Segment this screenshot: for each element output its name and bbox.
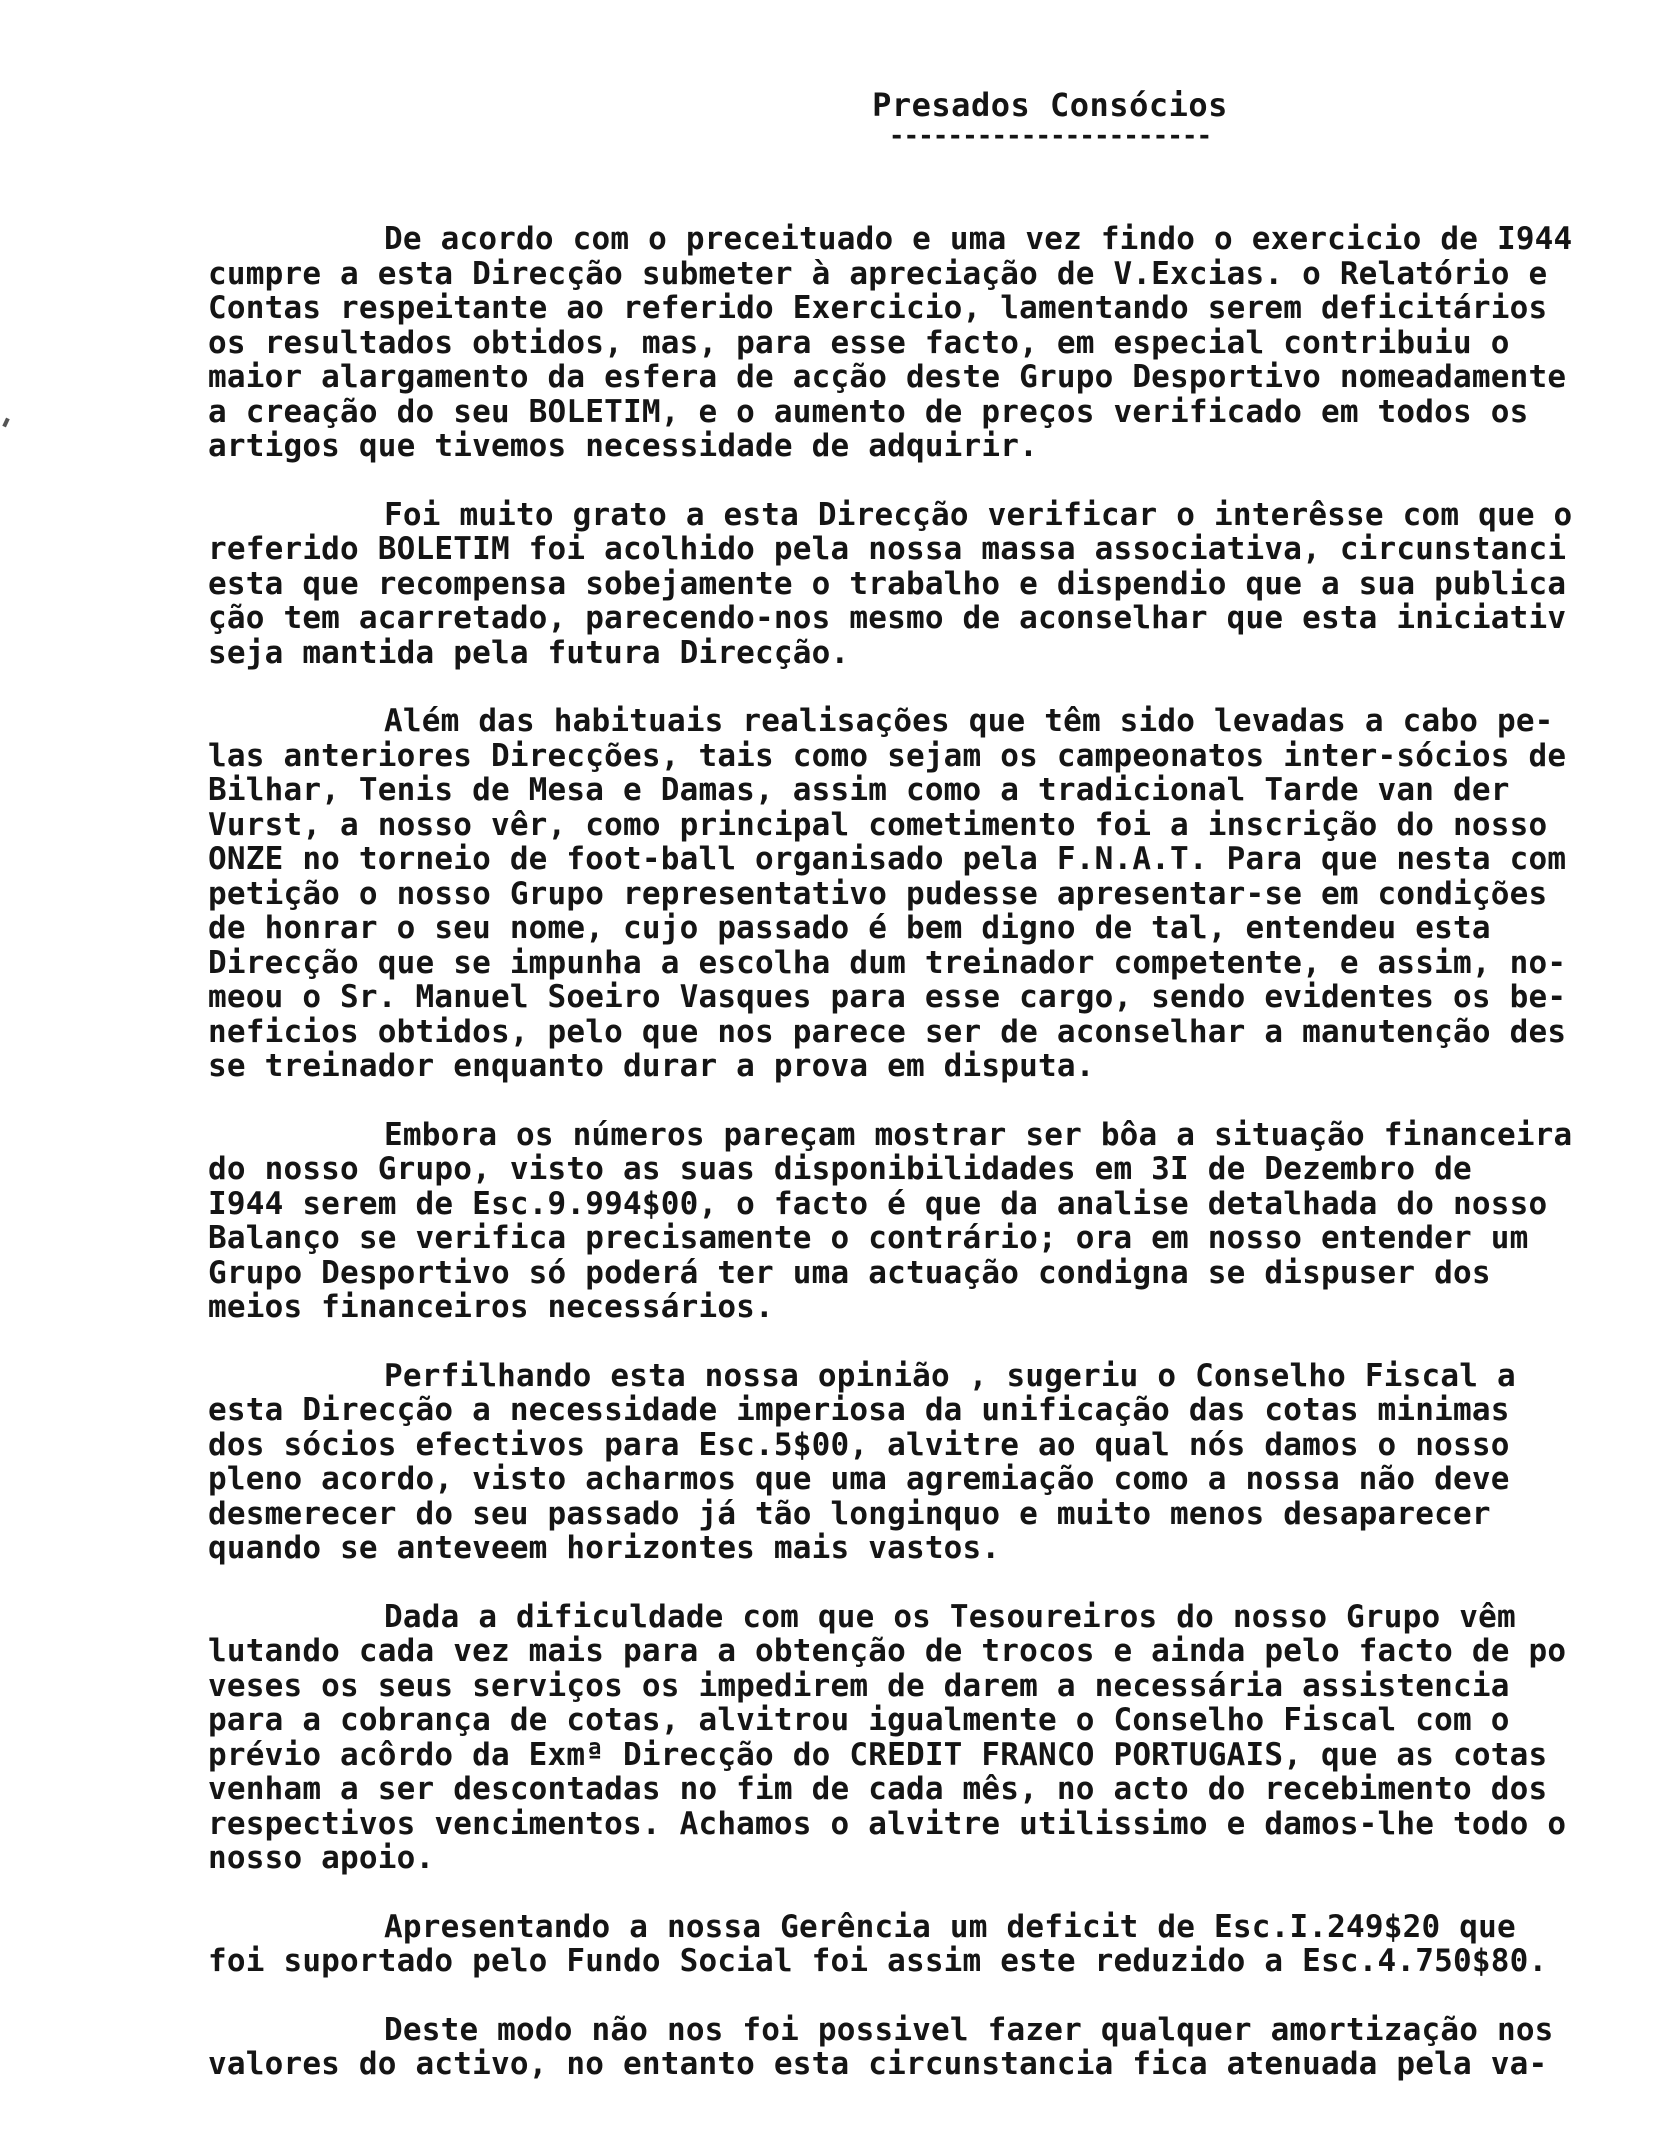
text-line: nosso apoio.: [208, 1840, 435, 1876]
paragraph: [208, 2013, 1668, 2082]
text-line: a creação do seu BOLETIM, e o aumento de preços verificado em todos os: [208, 393, 1529, 430]
text-line: Bilhar, Tenis de Mesa e Damas, assim como a tradicional Tarde van der: [208, 772, 1510, 808]
text-line: Dada a dificuldade com que os Tesoureiros do nosso Grupo vêm: [384, 1598, 1516, 1635]
text-line: dos sócios efectivos para Esc.5$00, alvitre ao qual nós damos o nosso: [208, 1426, 1510, 1463]
text-line: artigos que tivemos necessidade de adquirir.: [208, 428, 1038, 464]
document-body: [208, 222, 1668, 2116]
text-line: meou o Sr. Manuel Soeiro Vasques para esse cargo, sendo evidentes os be-: [208, 979, 1567, 1015]
text-line: foi suportado pelo Fundo Social foi assim este reduzido a Esc.4.750$80.: [208, 1943, 1548, 1979]
text-line: referido BOLETIM foi acolhido pela nossa massa associativa, circunstanci: [208, 531, 1567, 567]
paragraph: [208, 1118, 1668, 1325]
text-line: veses os seus serviços os impedirem de darem a necessária assistencia: [208, 1667, 1510, 1704]
text-line: lutando cada vez mais para a obtenção de trocos e ainda pelo facto de po: [208, 1633, 1567, 1669]
text-line: venham a ser descontadas no fim de cada mês, no acto do recebimento dos: [208, 1771, 1548, 1807]
text-line: Vurst, a nosso vêr, como principal cometimento foi a inscrição do nosso: [208, 806, 1548, 843]
text-line: do nosso Grupo, visto as suas disponibilidades em 3I de Dezembro de: [208, 1151, 1472, 1187]
text-line: Contas respeitante ao referido Exercicio, lamentando serem deficitários: [208, 290, 1548, 326]
paragraph: [208, 1359, 1668, 1566]
text-line: de honrar o seu nome, cujo passado é bem digno de tal, entendeu esta: [208, 910, 1491, 946]
text-line: Deste modo não nos foi possivel fazer qualquer amortização nos: [384, 2011, 1554, 2048]
text-line: Direcção que se impunha a escolha dum treinador competente, e assim, no-: [208, 944, 1567, 981]
text-line: I944 serem de Esc.9.994$00, o facto é que da analise detalhada do nosso: [208, 1185, 1548, 1222]
text-line: se treinador enquanto durar a prova em disputa.: [208, 1048, 1095, 1084]
text-line: esta Direcção a necessidade imperiosa da unificação das cotas minimas: [208, 1392, 1510, 1428]
paragraph: [208, 1910, 1668, 1979]
text-line: maior alargamento da esfera de acção deste Grupo Desportivo nomeadamente: [208, 359, 1567, 395]
text-line: desmerecer do seu passado já tão longinquo e muito menos desaparecer: [208, 1495, 1491, 1532]
title-underline: ----------------------: [888, 128, 1212, 144]
text-line: Apresentando a nossa Gerência um deficit de Esc.I.249$20 que: [384, 1908, 1516, 1945]
paragraph: [208, 222, 1668, 464]
text-line: neficios obtidos, pelo que nos parece ser de aconselhar a manutenção des: [208, 1013, 1567, 1050]
text-line: respectivos vencimentos. Achamos o alvitre utilissimo e damos-lhe todo o: [208, 1805, 1567, 1842]
text-line: las anteriores Direcções, tais como sejam os campeonatos inter-sócios de: [208, 737, 1567, 774]
text-line: os resultados obtidos, mas, para esse facto, em especial contribuiu o: [208, 324, 1510, 361]
text-line: esta que recompensa sobejamente o trabalho e dispendio que a sua publica: [208, 565, 1567, 602]
text-line: pleno acordo, visto acharmos que uma agremiação como a nossa não deve: [208, 1461, 1510, 1497]
text-line: Embora os números pareçam mostrar ser bôa a situação financeira: [384, 1116, 1573, 1153]
text-line: petição o nosso Grupo representativo pudesse apresentar-se em condições: [208, 875, 1548, 912]
text-line: seja mantida pela futura Direcção.: [208, 634, 850, 671]
text-line: Foi muito grato a esta Direcção verificar o interêsse com que o: [384, 496, 1573, 533]
title-block: [860, 86, 1240, 144]
text-line: Grupo Desportivo só poderá ter uma actuação condigna se dispuser dos: [208, 1254, 1491, 1291]
text-line: valores do activo, no entanto esta circunstancia fica atenuada pela va-: [208, 2046, 1548, 2082]
paragraph: [208, 1600, 1668, 1876]
text-line: quando se anteveem horizontes mais vastos.: [208, 1530, 1001, 1566]
text-line: ção tem acarretado, parecendo-nos mesmo de aconselhar que esta iniciativ: [208, 600, 1567, 636]
ink-speck: [2, 418, 9, 428]
paragraph: [208, 498, 1668, 671]
text-line: cumpre a esta Direcção submeter à apreciação de V.Excias. o Relatório e: [208, 255, 1548, 292]
text-line: De acordo com o preceituado e uma vez findo o exercicio de I944: [384, 221, 1573, 257]
text-line: meios financeiros necessários.: [208, 1289, 774, 1325]
text-line: Perfilhando esta nossa opinião , sugeriu o Conselho Fiscal a: [384, 1357, 1516, 1394]
text-line: Balanço se verifica precisamente o contrário; ora em nosso entender um: [208, 1220, 1529, 1256]
text-line: para a cobrança de cotas, alvitrou igualmente o Conselho Fiscal com o: [208, 1702, 1510, 1738]
text-line: prévio acôrdo da Exmª Direcção do CREDIT FRANCO PORTUGAIS, que as cotas: [208, 1736, 1548, 1773]
text-line: Além das habituais realisações que têm sido levadas a cabo pe-: [384, 703, 1554, 739]
text-line: ONZE no torneio de foot-ball organisado pela F.N.A.T. Para que nesta com: [208, 841, 1567, 877]
document-title: Presados Consócios: [872, 86, 1228, 124]
paragraph: [208, 704, 1668, 1084]
